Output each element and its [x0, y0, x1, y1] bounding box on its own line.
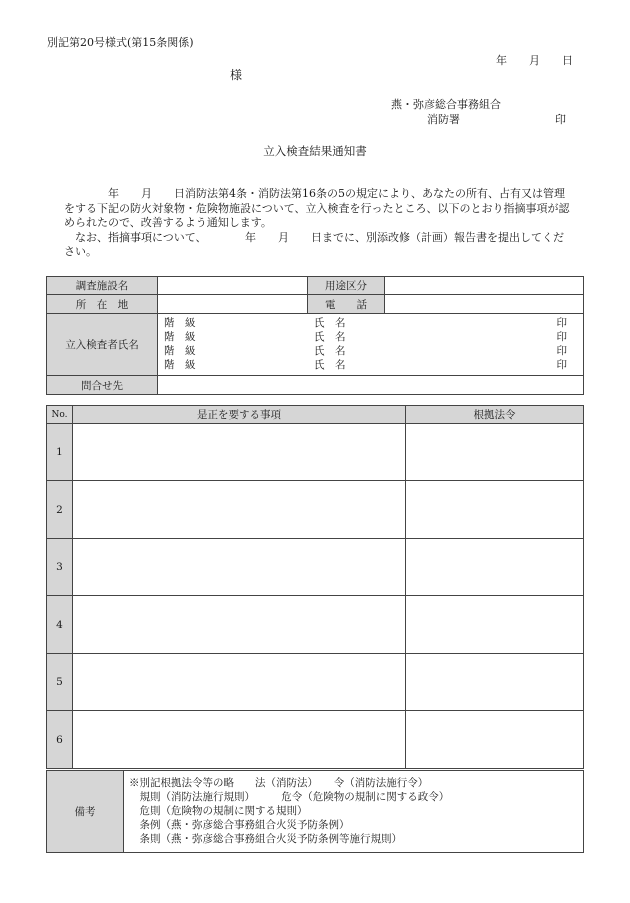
rank-label: 階 級 — [164, 345, 196, 357]
name-label: 氏 名 — [314, 331, 346, 343]
inspector-list — [158, 314, 584, 376]
remarks-line: ※別記根拠法令等の略 法（消防法） 令（消防法施行令） — [129, 777, 429, 789]
rank-label: 階 級 — [164, 359, 196, 371]
facility-label: 調査施設名 — [47, 277, 158, 295]
correction-cell[interactable] — [73, 481, 406, 539]
notice-paragraph-1: 年 月 日消防法第4条・消防法第16条の5の規定により、あなたの所有、占有又は管理をする下記の防火対象物・危険物施設について、立入検査を行ったところ、以下のとおり指摘事項が認められたので、改善するよう通知します。 — [64, 187, 570, 229]
remarks-line: 危則（危険物の規制に関する規則） — [129, 805, 308, 817]
row-number: 1 — [47, 424, 73, 481]
remarks-table — [46, 770, 584, 853]
phone-label: 電 話 — [308, 295, 385, 314]
issuer-org: 燕・弥彦総合事務組合 — [391, 98, 501, 111]
law-cell[interactable] — [406, 711, 584, 769]
notice-paragraph-2: なお、指摘事項について、 年 月 日までに、別添改修（計画）報告書を提出してください。 — [64, 230, 565, 258]
inspector-row[interactable] — [158, 316, 583, 330]
row-number: 3 — [47, 539, 73, 596]
addressee-suffix: 様 — [230, 68, 243, 82]
law-cell[interactable] — [406, 424, 584, 481]
location-field[interactable] — [158, 295, 308, 314]
correction-cell[interactable] — [73, 596, 406, 654]
correction-cell[interactable] — [73, 539, 406, 596]
row-number: 6 — [47, 711, 73, 769]
rank-label: 階 級 — [164, 331, 196, 343]
row-number: 5 — [47, 654, 73, 711]
row-number: 2 — [47, 481, 73, 539]
header-law: 根拠法令 — [406, 406, 584, 424]
phone-field[interactable] — [385, 295, 584, 314]
inspector-label: 立入検査者氏名 — [47, 314, 158, 376]
row-number: 4 — [47, 596, 73, 654]
form-label: 別記第20号様式(第15条関係) — [47, 36, 194, 49]
seal-mark: 印 — [556, 317, 567, 329]
usage-field[interactable] — [385, 277, 584, 295]
name-label: 氏 名 — [314, 345, 346, 357]
contact-field[interactable] — [158, 376, 584, 395]
notice-body — [64, 187, 572, 260]
document-title: 立入検査結果通知書 — [263, 144, 367, 158]
seal-mark: 印 — [556, 331, 567, 343]
inspector-row[interactable] — [158, 344, 583, 358]
issuer-station: 消防署 — [427, 113, 460, 126]
info-table — [46, 276, 584, 395]
header-no: No. — [47, 406, 73, 424]
issuer-seal: 印 — [555, 113, 566, 126]
facility-field[interactable] — [158, 277, 308, 295]
location-label: 所 在 地 — [47, 295, 158, 314]
date-line: 年 月 日 — [496, 54, 573, 67]
usage-label: 用途区分 — [308, 277, 385, 295]
law-cell[interactable] — [406, 539, 584, 596]
items-table — [46, 405, 584, 769]
seal-mark: 印 — [556, 345, 567, 357]
remarks-label: 備考 — [47, 771, 124, 853]
rank-label: 階 級 — [164, 317, 196, 329]
remarks-line: 条例（燕・弥彦総合事務組合火災予防条例） — [129, 819, 350, 831]
law-cell[interactable] — [406, 481, 584, 539]
seal-mark: 印 — [556, 359, 567, 371]
remarks-content — [124, 771, 584, 853]
remarks-line: 条則（燕・弥彦総合事務組合火災予防条例等施行規則） — [129, 833, 402, 845]
name-label: 氏 名 — [314, 359, 346, 371]
inspector-row[interactable] — [158, 358, 583, 372]
law-cell[interactable] — [406, 596, 584, 654]
contact-label: 問合せ先 — [47, 376, 158, 395]
correction-cell[interactable] — [73, 424, 406, 481]
law-cell[interactable] — [406, 654, 584, 711]
inspector-row[interactable] — [158, 330, 583, 344]
header-correction: 是正を要する事項 — [73, 406, 406, 424]
correction-cell[interactable] — [73, 654, 406, 711]
name-label: 氏 名 — [314, 317, 346, 329]
correction-cell[interactable] — [73, 711, 406, 769]
remarks-line: 規則（消防法施行規則） 危令（危険物の規制に関する政令） — [129, 791, 450, 803]
